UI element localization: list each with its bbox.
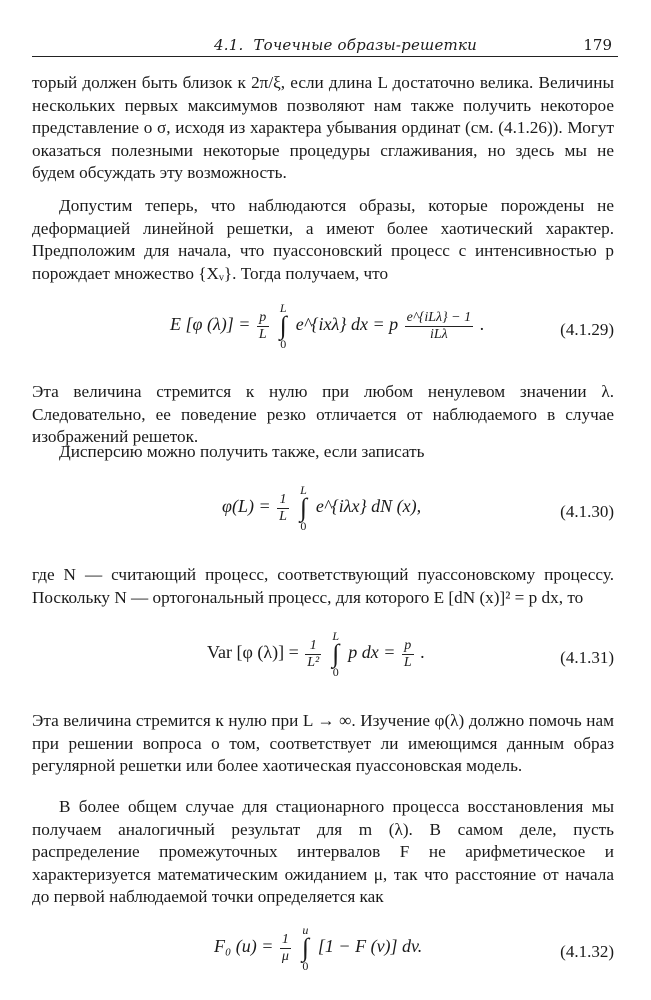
eq-lhs: Var [φ (λ)] = <box>207 642 299 663</box>
equation-body <box>207 630 425 678</box>
integral-sign: u ∫ 0 <box>297 924 313 972</box>
text-block-1 <box>32 72 614 185</box>
integral-lower-limit: 0 <box>280 337 287 351</box>
integral-upper-limit: L <box>279 301 287 315</box>
integral-sign: L ∫ 0 <box>295 484 311 532</box>
equation-body <box>222 484 421 532</box>
fraction-numerator: p <box>259 309 267 325</box>
eq-integrand: e^{iλx} dN (x), <box>315 496 422 517</box>
fraction-numerator: e^{iLλ} − 1 <box>406 309 472 325</box>
eq-fraction <box>257 310 269 343</box>
text-block-7 <box>32 796 614 909</box>
eq-tail: . <box>420 642 425 663</box>
integral-upper-limit: u <box>302 923 309 937</box>
eq-lhs: E [φ (λ)] = <box>170 314 251 335</box>
fraction-denominator: L <box>403 654 412 670</box>
section-title: Точечные образы-решетки <box>253 36 477 54</box>
equation-body <box>170 302 484 350</box>
equation-4-1-29 <box>32 300 614 362</box>
paragraph-6: Эта величина стремится к нулю при L → ∞. Изучение φ(λ) должно помочь нам при решении вопроса о том, соответствует ли имеющимся данным образ регулярной решетки или более хаотическая пуассоновская модель. <box>32 711 614 776</box>
integral-lower-limit: 0 <box>332 665 339 679</box>
fraction-numerator: 1 <box>281 931 289 947</box>
running-head <box>32 34 618 57</box>
equation-label: (4.1.31) <box>560 648 614 667</box>
integral-lower-limit: 0 <box>300 519 307 533</box>
equation-label: (4.1.30) <box>560 502 614 521</box>
integral-upper-limit: L <box>332 629 340 643</box>
integral-upper-limit: L <box>300 483 307 497</box>
page-number: 179 <box>583 36 612 54</box>
fraction-denominator: L <box>258 326 267 342</box>
paragraph-5: где N — считающий процесс, соответствующий пуассоновскому процессу. Поскольку N — ортогональный процесс, для которого E [dN (x)]² = p dx, то <box>32 565 614 607</box>
text-block-2 <box>32 195 614 285</box>
paragraph-4: Дисперсию можно получить также, если записать <box>59 442 425 461</box>
equation-4-1-30 <box>32 482 614 544</box>
text-block-6 <box>32 710 614 778</box>
eq-integrand: p dx = <box>348 642 396 663</box>
paragraph-3: Эта величина стремится к нулю при любом ненулевом значении λ. Следовательно, ее поведение резко отличается от наблюдаемого в случае изображений решеток. <box>32 382 614 447</box>
eq-lhs: φ(L) = <box>222 496 271 517</box>
equation-label: (4.1.29) <box>560 320 614 339</box>
text-block-3 <box>32 381 614 449</box>
text-block-5 <box>32 564 614 609</box>
fraction-denominator: iLλ <box>405 326 474 343</box>
eq-fraction-2 <box>402 638 414 671</box>
fraction-denominator: L <box>279 508 287 524</box>
integral-sign: L ∫ 0 <box>275 302 291 350</box>
integral-lower-limit: 0 <box>302 959 309 973</box>
eq-fraction <box>280 932 291 965</box>
eq-lhs: F₀ (u) = <box>214 936 274 957</box>
paragraph-1: торый должен быть близок к 2π/ξ, если длина L достаточно велика. Величины нескольких первых максимумов позволяют нам также получить некоторое представление о σ, исходя из характера убывания ординат (см. (4.1.26)). Могут оказаться полезными некоторые процедуры сглаживания, но здесь мы не будем обсуждать эту возможность. <box>32 73 614 183</box>
eq-fraction-2 <box>405 310 474 343</box>
section-number: 4.1. <box>214 36 244 54</box>
fraction-denominator: L² <box>307 654 320 670</box>
eq-integrand: e^{ixλ} dx = p <box>295 314 399 335</box>
fraction-numerator: 1 <box>279 491 287 507</box>
fraction-numerator: p <box>404 637 412 653</box>
eq-tail: . <box>479 314 485 335</box>
running-title <box>214 36 477 54</box>
eq-fraction <box>277 492 289 525</box>
text-block-4 <box>32 441 614 464</box>
equation-4-1-31 <box>32 628 614 690</box>
eq-fraction <box>305 638 321 671</box>
paragraph-7: В более общем случае для стационарного процесса восстановления мы получаем аналогичный результат для m (λ). В самом деле, пусть распределение промежуточных интервалов F не арифметическое и характеризуется математическим ожиданием μ, так что расстояние от начала до первой наблюдаемой точки определяется как <box>32 797 614 907</box>
fraction-numerator: 1 <box>309 637 317 653</box>
eq-integrand: [1 − F (v)] dv. <box>317 936 423 957</box>
fraction-denominator: μ <box>281 948 289 964</box>
equation-label: (4.1.32) <box>560 942 614 961</box>
equation-body <box>214 924 422 972</box>
equation-4-1-32 <box>32 922 614 984</box>
integral-sign: L ∫ 0 <box>328 630 344 678</box>
paragraph-2: Допустим теперь, что наблюдаются образы, которые порождены не деформацией линейной решетки, а имеют более хаотический характер. Предположим для начала, что пуассоновский процесс с интенсивностью p порождает множество {Xᵥ}. Тогда получаем, что <box>32 196 614 283</box>
